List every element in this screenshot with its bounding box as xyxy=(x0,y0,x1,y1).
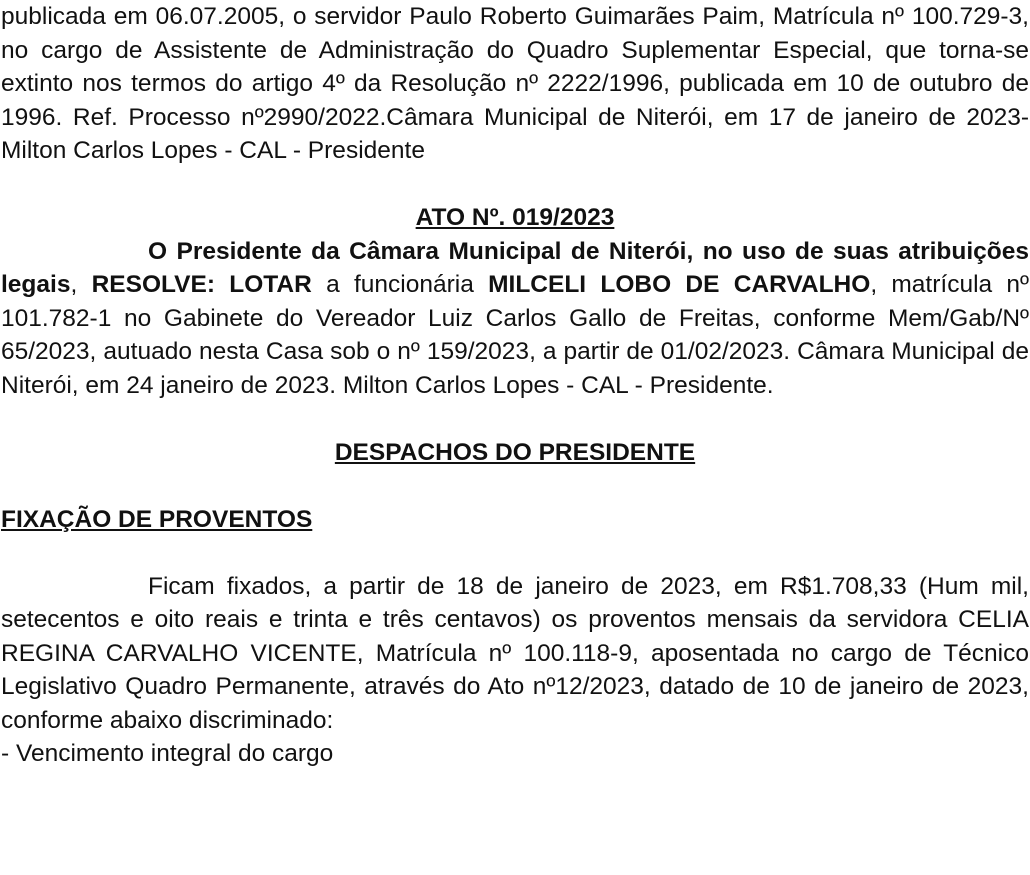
fixacao-text: Ficam fixados, a partir de 18 de janeiro de 2023, em R$1.708,33 (Hum mil, setecentos e oito reais e trinta e três centavos) os proventos mensais da servidora CELIA REGINA CARVALHO VICENTE, Matrícula nº 100.118-9, aposentada no cargo de Técnico Legislativo Quadro Permanente, através do Ato nº12/2023, datado de 10 de janeiro de 2023, conforme abaixo discriminado: xyxy=(1,572,1029,734)
ato-paragraph xyxy=(1,235,1029,403)
document-page xyxy=(1,0,1029,771)
fixacao-title: FIXAÇÃO DE PROVENTOS xyxy=(1,505,313,533)
ato-intro: O Presidente da Câmara Municipal de Niterói, no uso de suas atribuições legais xyxy=(1,237,1029,298)
spacer xyxy=(1,536,1029,570)
previous-act-paragraph: publicada em 06.07.2005, o servidor Paulo Roberto Guimarães Paim, Matrícula nº 100.729-3, no cargo de Assistente de Administração do Quadro Suplementar Especial, que torna-se extinto nos termos do artigo 4º da Resolução nº 2222/1996, publicada em 10 de outubro de 1996. Ref. Processo nº2990/2022.Câmara Municipal de Niterói, em 17 de janeiro de 2023- Milton Carlos Lopes - CAL - Presidente xyxy=(1,3,1029,164)
spacer xyxy=(1,168,1029,202)
spacer xyxy=(1,469,1029,503)
fixacao-paragraph xyxy=(1,570,1029,738)
ato-title: ATO Nº. 019/2023 xyxy=(415,204,615,231)
ato-text-b: , matrícula nº 101.782-1 no Gabinete do Vereador Luiz Carlos Gallo de Freitas, conforme Mem/Gab/Nº 65/2023, autuado nesta Casa sob o nº 159/2023, a partir de 01/02/2023. Câmara Municipal de Niterói, em 24 janeiro de 2023. Milton Carlos Lopes - CAL - Presidente. xyxy=(1,271,1029,399)
despachos-title: DESPACHOS DO PRESIDENTE xyxy=(334,438,696,466)
ato-employee-name: MILCELI LOBO DE CARVALHO xyxy=(488,271,871,298)
fixacao-list-item: - Vencimento integral do cargo xyxy=(1,740,334,767)
ato-resolve: RESOLVE: LOTAR xyxy=(91,271,312,298)
ato-comma: , xyxy=(70,271,92,298)
ato-text-a: a funcionária xyxy=(311,271,489,298)
spacer xyxy=(1,402,1029,436)
